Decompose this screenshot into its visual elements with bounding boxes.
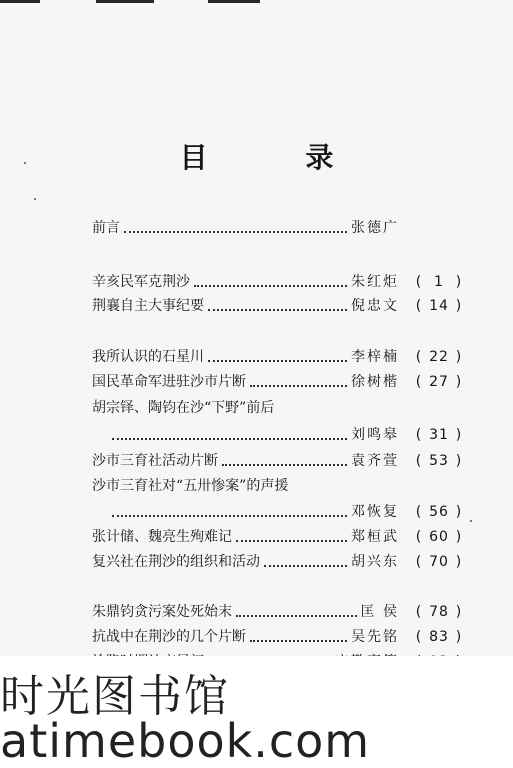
leader-dots <box>112 515 347 517</box>
entry-page-number: 53 <box>429 453 449 469</box>
entry-page: ( 1 ) <box>399 271 465 293</box>
site-watermark <box>0 656 513 768</box>
entry-title: 胡宗铎、陶钧在沙“下野”前后 <box>92 400 275 416</box>
entry-page: ( 22 ) <box>399 346 465 368</box>
leader-dots <box>194 285 347 287</box>
toc-entry <box>92 601 465 623</box>
entry-page-number: 22 <box>429 349 449 365</box>
entry-page-number: 70 <box>429 554 449 570</box>
entry-author: 胡兴东 <box>351 554 399 570</box>
entry-page: ( 14 ) <box>399 295 465 317</box>
entry-page-number: 27 <box>429 374 449 390</box>
toc-entry <box>92 371 465 393</box>
toc-entry <box>92 295 465 317</box>
entry-page: ( 31 ) <box>399 424 465 446</box>
entry-title: 辛亥民军克荆沙 <box>92 274 190 290</box>
toc-entry <box>92 450 465 472</box>
entry-page-number: 56 <box>429 504 449 520</box>
toc-entry <box>92 397 465 419</box>
leader-dots <box>208 309 347 311</box>
toc-entry-continuation <box>112 424 465 446</box>
entry-author: 朱红炬 <box>351 274 399 290</box>
leader-dots <box>124 231 347 233</box>
entry-page-number: 83 <box>429 629 449 645</box>
entry-title: 朱鼎钧贪污案处死始末 <box>92 604 232 620</box>
leader-dots <box>236 540 347 542</box>
entry-title: 荆襄自主大事纪要 <box>92 298 204 314</box>
entry-title: 前言 <box>92 220 120 236</box>
entry-author: 刘鸣皋 <box>351 427 399 443</box>
page-title: 目 录 <box>179 141 378 174</box>
leader-dots <box>250 385 347 387</box>
entry-page-number: 60 <box>429 529 449 545</box>
entry-author: 李梓楠 <box>351 349 399 365</box>
entry-page: ( 83 ) <box>399 626 465 648</box>
entry-author: 吴先铭 <box>351 629 399 645</box>
toc-entry <box>92 626 465 648</box>
leader-dots <box>222 464 347 466</box>
entry-page-number: 78 <box>429 604 449 620</box>
watermark-name: 时光图书馆 <box>0 671 230 722</box>
entry-page: ( 60 ) <box>399 526 465 548</box>
entry-author: 倪忠文 <box>351 298 399 314</box>
entry-title: 我所认识的石星川 <box>92 349 204 365</box>
entry-title: 张计储、魏亮生殉难记 <box>92 529 232 545</box>
entry-page: ( 56 ) <box>399 501 465 523</box>
leader-dots <box>112 438 347 440</box>
entry-author: 邓恢复 <box>351 504 399 520</box>
entry-title: 沙市三育社活动片断 <box>92 453 218 469</box>
entry-author: 郑桓武 <box>351 529 399 545</box>
entry-author: 袁齐萱 <box>351 453 399 469</box>
entry-page: ( 53 ) <box>399 450 465 472</box>
toc-entry <box>92 271 465 293</box>
entry-author: 徐树楷 <box>351 374 399 390</box>
entry-page-number: 1 <box>434 274 444 290</box>
entry-page: ( 27 ) <box>399 371 465 393</box>
leader-dots <box>250 640 347 642</box>
entry-title: 抗战中在荆沙的几个片断 <box>92 629 246 645</box>
entry-page-number: 31 <box>429 427 449 443</box>
leader-dots <box>236 615 357 617</box>
leader-dots <box>264 565 347 567</box>
toc-entry <box>92 526 465 548</box>
entry-author: 张德广 <box>351 220 399 236</box>
entry-page: ( 78 ) <box>399 601 465 623</box>
toc-entry <box>92 551 465 573</box>
entry-title: 国民革命军进驻沙市片断 <box>92 374 246 390</box>
entry-page-number: 14 <box>429 298 449 314</box>
toc-entry <box>92 346 465 368</box>
toc-entry-continuation <box>112 501 465 523</box>
toc-entry <box>92 217 465 239</box>
watermark-url: atimebook.com <box>0 714 371 768</box>
toc-entry <box>92 475 465 497</box>
entry-author: 匡 侯 <box>360 604 399 620</box>
leader-dots <box>208 360 347 362</box>
entry-title: 沙市三育社对“五卅惨案”的声援 <box>92 478 289 494</box>
entry-page: ( 70 ) <box>399 551 465 573</box>
entry-title: 复兴社在荆沙的组织和活动 <box>92 554 260 570</box>
